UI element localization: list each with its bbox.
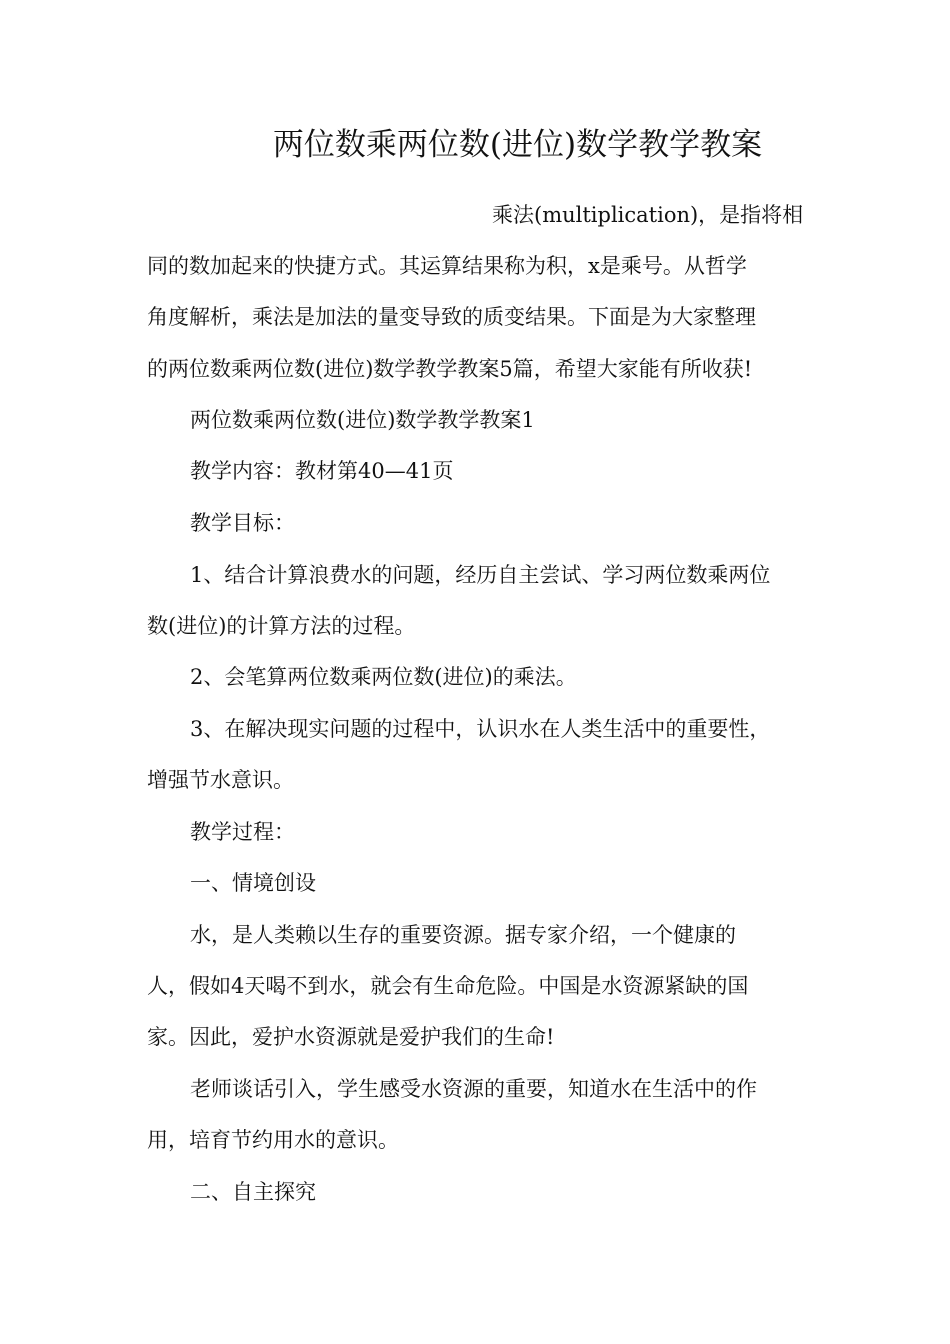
paragraph-line: 教学过程： — [190, 820, 295, 844]
paragraph-line: 水，是人类赖以生存的重要资源。据专家介绍，一个健康的 — [190, 923, 736, 947]
section-heading: 二、自主探究 — [190, 1180, 316, 1204]
paragraph-line: 2、会笔算两位数乘两位数(进位)的乘法。 — [190, 665, 577, 689]
paragraph-line: 老师谈话引入，学生感受水资源的重要，知道水在生活中的作 — [190, 1077, 757, 1101]
paragraph-line: 的两位数乘两位数(进位)数学教学教案5篇，希望大家能有所收获! — [147, 357, 753, 381]
paragraph-line: 3、在解决现实问题的过程中，认识水在人类生活中的重要性， — [190, 717, 771, 741]
paragraph-line: 教学目标： — [190, 511, 295, 535]
paragraph-line: 同的数加起来的快捷方式。其运算结果称为积，x是乘号。从哲学 — [147, 254, 747, 278]
paragraph-line: 家。因此，爱护水资源就是爱护我们的生命! — [147, 1025, 555, 1049]
document-title: 两位数乘两位数(进位)数学教学教案 — [272, 127, 763, 163]
section-heading: 两位数乘两位数(进位)数学教学教案1 — [190, 408, 535, 432]
paragraph-line: 增强节水意识。 — [147, 768, 294, 792]
paragraph-line: 角度解析，乘法是加法的量变导致的质变结果。下面是为大家整理 — [147, 305, 756, 329]
section-heading: 一、情境创设 — [190, 871, 316, 895]
paragraph-line: 教学内容：教材第40—41页 — [190, 459, 454, 483]
paragraph-line: 数(进位)的计算方法的过程。 — [147, 614, 416, 638]
paragraph-line: 1、结合计算浪费水的问题，经历自主尝试、学习两位数乘两位 — [190, 563, 771, 587]
paragraph-line: 乘法(multiplication)，是指将相 — [492, 203, 804, 227]
paragraph-line: 人，假如4天喝不到水，就会有生命危险。中国是水资源紧缺的国 — [147, 974, 749, 998]
paragraph-line: 用，培育节约用水的意识。 — [147, 1128, 399, 1152]
